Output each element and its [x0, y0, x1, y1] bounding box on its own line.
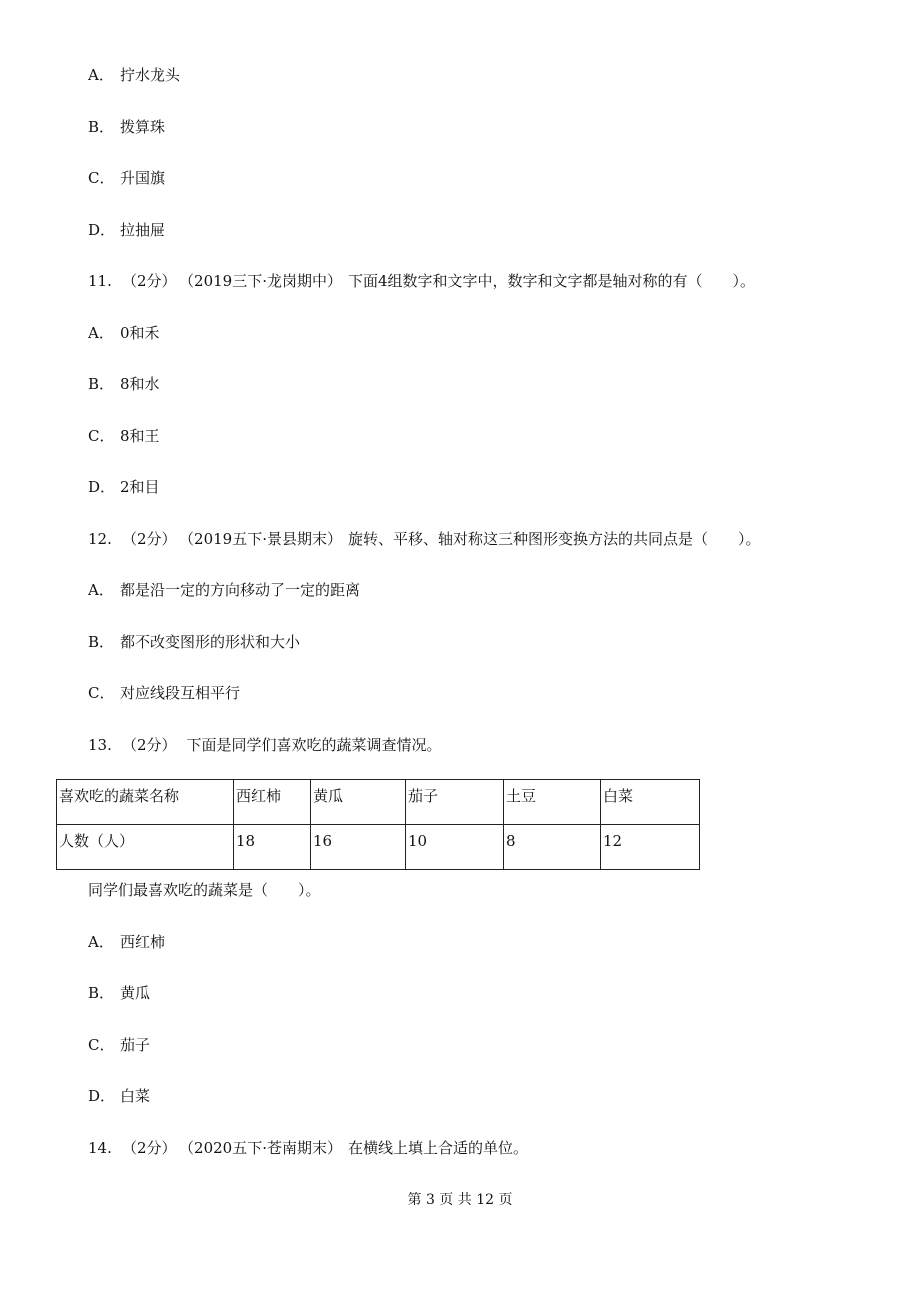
question-13: 13. （2分） 下面是同学们喜欢吃的蔬菜调查情况。	[88, 736, 442, 754]
table-cell: 土豆	[504, 780, 601, 825]
option-q11-d: D． 2和目	[88, 478, 160, 496]
table-cell: 18	[234, 825, 311, 870]
option-q11-b: B． 8和水	[88, 375, 160, 393]
option-q13-c: C． 茄子	[88, 1036, 151, 1054]
table-cell: 西红柿	[234, 780, 311, 825]
question-14: 14. （2分） （2020五下·苍南期末） 在横线上填上合适的单位。	[88, 1139, 529, 1157]
question-12: 12. （2分） （2019五下·景县期末） 旋转、平移、轴对称这三种图形变换方法的共同点是（ ）。	[88, 530, 761, 548]
option-q11-a: A． 0和禾	[88, 324, 160, 342]
table-cell: 8	[504, 825, 601, 870]
question-13-prompt: 同学们最喜欢吃的蔬菜是（ ）。	[88, 881, 321, 899]
table-header-row	[57, 780, 700, 825]
table-cell: 12	[601, 825, 700, 870]
table-row	[57, 825, 700, 870]
option-q10-b: B． 拨算珠	[88, 118, 166, 136]
table-cell: 白菜	[601, 780, 700, 825]
page-footer: 第 3 页 共 12 页	[407, 1192, 513, 1208]
option-q13-d: D． 白菜	[88, 1087, 151, 1105]
option-q10-d: D． 拉抽屉	[88, 221, 166, 239]
option-q13-a: A． 西红柿	[88, 933, 166, 951]
table-cell: 16	[311, 825, 406, 870]
option-q10-c: C． 升国旗	[88, 169, 166, 187]
option-q11-c: C． 8和王	[88, 427, 160, 445]
table-cell: 10	[406, 825, 504, 870]
table-cell: 黄瓜	[311, 780, 406, 825]
vegetable-survey-table	[56, 779, 700, 870]
table-cell: 人数（人）	[57, 825, 234, 870]
option-q12-c: C． 对应线段互相平行	[88, 684, 241, 702]
table-cell: 喜欢吃的蔬菜名称	[57, 780, 234, 825]
question-11: 11. （2分） （2019三下·龙岗期中） 下面4组数字和文字中，数字和文字都是轴对称的有（ ）。	[88, 272, 756, 290]
option-q12-a: A． 都是沿一定的方向移动了一定的距离	[88, 581, 361, 599]
table-cell: 茄子	[406, 780, 504, 825]
option-q13-b: B． 黄瓜	[88, 984, 151, 1002]
option-q10-a: A． 拧水龙头	[88, 66, 181, 84]
option-q12-b: B． 都不改变图形的形状和大小	[88, 633, 301, 651]
